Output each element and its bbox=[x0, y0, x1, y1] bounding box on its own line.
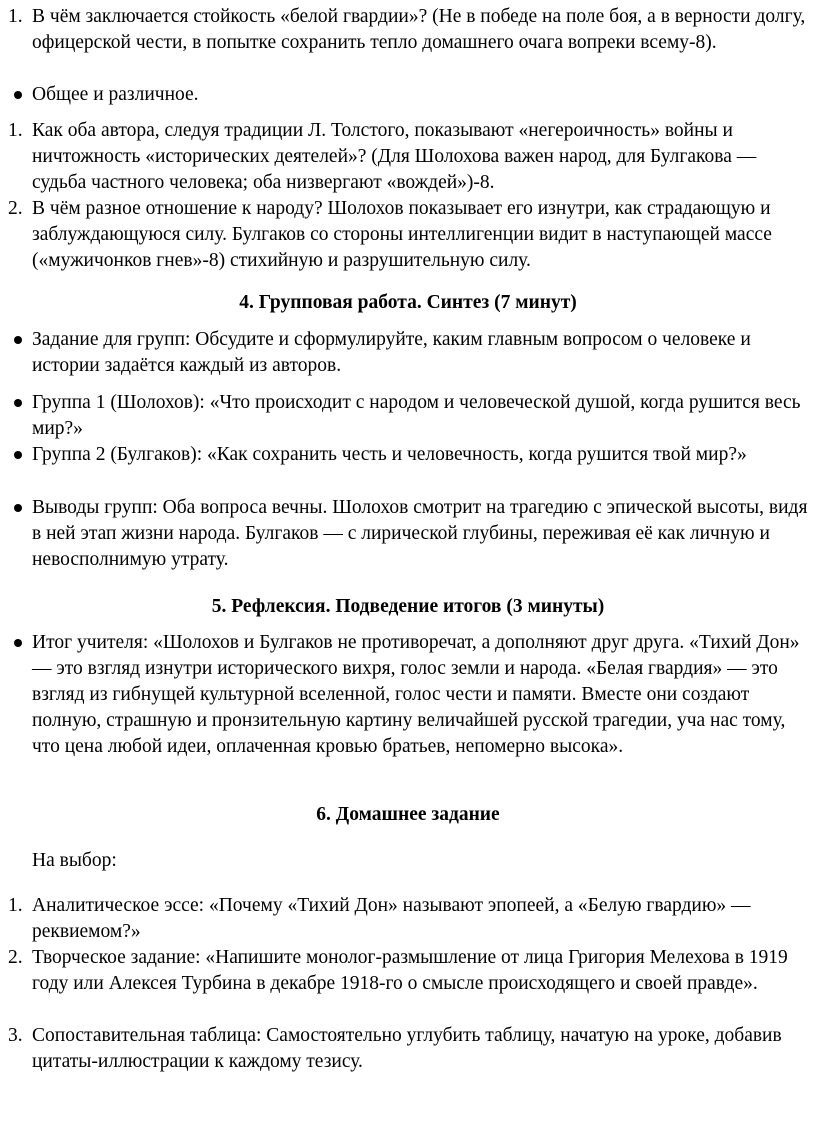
list-number: 3. bbox=[8, 1025, 23, 1046]
section-4-bullet-1 bbox=[8, 327, 812, 379]
list-item-text: Аналитическое эссе: «Почему «Тихий Дон» называют эпопеей, а «Белую гвардию» — реквиемом?» bbox=[32, 895, 751, 942]
section-4-bullet-4 bbox=[8, 495, 812, 573]
list-item-text: Как оба автора, следуя традиции Л. Толстого, показывают «негероичность» войны и ничтожность «исторических деятелей»? (Для Шолохова важен народ, для Булгакова — судьба частного человека; оба низвергают «вождей»)-8. bbox=[32, 120, 757, 193]
list-item-text: Творческое задание: «Напишите монолог-размышление от лица Григория Мелехова в 1919 году или Алексея Турбина в декабре 1918-го о смысле происходящего и своей правде». bbox=[32, 947, 788, 994]
common-item-1 bbox=[8, 118, 812, 196]
section-4-bullet-3 bbox=[8, 442, 812, 468]
section-4-bullet-2 bbox=[8, 390, 812, 442]
list-item-text: В чём разное отношение к народу? Шолохов показывает его изнутри, как страдающую и заблуждающуюся силу. Булгаков со стороны интеллигенции видит в наступающей массе («мужичонков гнев»-8) стихийную и разрушительную силу. bbox=[32, 198, 772, 271]
section-6-title: 6. Домашнее задание bbox=[316, 804, 500, 825]
section-4-title: 4. Групповая работа. Синтез (7 минут) bbox=[239, 292, 577, 313]
list-number: 1. bbox=[8, 895, 23, 916]
list-number: 1. bbox=[8, 6, 23, 27]
section-5-title: 5. Рефлексия. Подведение итогов (3 минуты) bbox=[211, 596, 605, 617]
list-number: 1. bbox=[8, 120, 23, 141]
section-5-bullet-1 bbox=[8, 630, 812, 760]
bullet-text: Группа 2 (Булгаков): «Как сохранить честь и человечность, когда рушится твой мир?» bbox=[32, 444, 747, 465]
common-item-2 bbox=[8, 196, 812, 274]
bullet-text: Общее и различное. bbox=[32, 84, 199, 105]
bullet-text: Группа 1 (Шолохов): «Что происходит с народом и человеческой душой, когда рушится весь мир?» bbox=[32, 392, 801, 439]
homework-item-1 bbox=[8, 893, 812, 945]
intro-item-1 bbox=[8, 4, 812, 56]
homework-item-2 bbox=[8, 945, 812, 997]
bullet-text: Итог учителя: «Шолохов и Булгаков не противоречат, а дополняют друг друга. «Тихий Дон» — это взгляд изнутри исторического вихря, голос земли и народа. «Белая гвардия» — это взгляд из гибнущей культурной вселенной, голос чести и памяти. Вместе они создают полную, страшную и пронзительную картину величайшей русской трагедии, уча нас тому, что цена любой идеи, оплаченная кровью братьев, непомерно высока». bbox=[32, 632, 800, 757]
bullet-common bbox=[8, 82, 812, 108]
list-item-text: Сопоставительная таблица: Самостоятельно углубить таблицу, начатую на уроке, добавив цитаты-иллюстрации к каждому тезису. bbox=[32, 1025, 782, 1072]
bullet-text: Выводы групп: Оба вопроса вечны. Шолохов смотрит на трагедию с эпической высоты, видя в ней этап жизни народа. Булгаков — с лирической глубины, переживая её как личную и невосполнимую утрату. bbox=[32, 497, 808, 570]
bullet-text: Задание для групп: Обсудите и сформулируйте, каким главным вопросом о человеке и истории задаётся каждый из авторов. bbox=[32, 329, 751, 376]
homework-intro: На выбор: bbox=[32, 850, 117, 871]
list-number: 2. bbox=[8, 947, 23, 968]
list-number: 2. bbox=[8, 198, 23, 219]
list-item-text: В чём заключается стойкость «белой гвардии»? (Не в победе на поле боя, а в верности долгу, офицерской чести, в попытке сохранить тепло домашнего очага вопреки всему-8). bbox=[32, 6, 806, 53]
homework-item-3 bbox=[8, 1023, 812, 1075]
